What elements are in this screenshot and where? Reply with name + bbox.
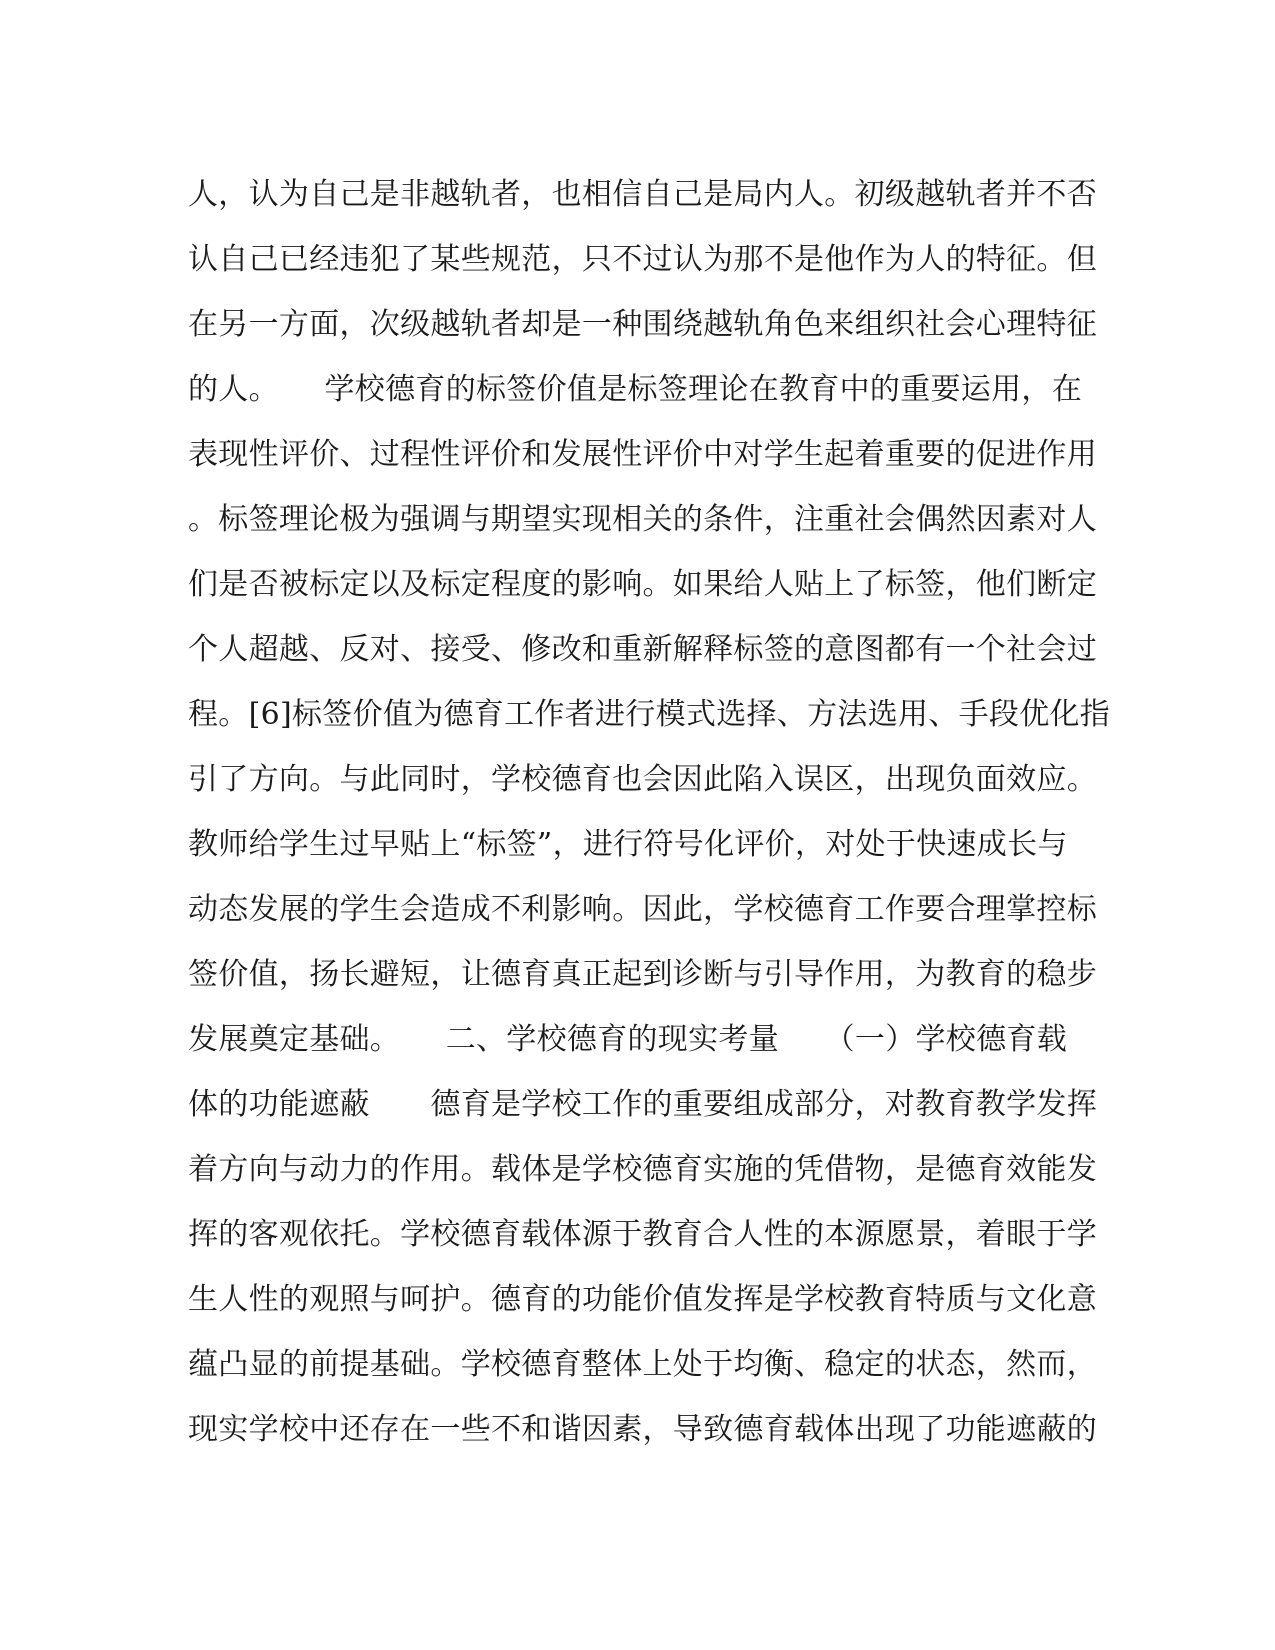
text-line: 人，认为自己是非越轨者，也相信自己是局内人。初级越轨者并不否: [188, 177, 1097, 212]
text-line: 在另一方面，次级越轨者却是一种围绕越轨角色来组织社会心理特征: [188, 307, 1097, 342]
text-line: 的人。 学校德育的标签价值是标签理论在教育中的重要运用，在: [188, 372, 1082, 407]
text-line: 体的功能遮蔽 德育是学校工作的重要组成部分，对教育教学发挥: [188, 1087, 1097, 1122]
text-line: 蕴凸显的前提基础。学校德育整体上处于均衡、稳定的状态，然而，: [188, 1347, 1097, 1382]
text-line: 教师给学生过早贴上“标签”，进行符号化评价，对处于快速成长与: [188, 827, 1068, 862]
text-line: 挥的客观依托。学校德育载体源于教育合人性的本源愿景，着眼于学: [188, 1217, 1097, 1252]
body-text: [188, 162, 1111, 1462]
text-line: 。标签理论极为强调与期望实现相关的条件，注重社会偶然因素对人: [188, 502, 1097, 537]
text-line: 程。[6]标签价值为德育工作者进行模式选择、方法选用、手段优化指: [188, 697, 1111, 732]
text-line: 们是否被标定以及标定程度的影响。如果给人贴上了标签，他们断定: [188, 567, 1097, 602]
text-line: 认自己已经违犯了某些规范，只不过认为那不是他作为人的特征。但: [188, 242, 1097, 277]
text-line: 引了方向。与此同时，学校德育也会因此陷入误区，出现负面效应。: [188, 762, 1097, 797]
text-line: 生人性的观照与呵护。德育的功能价值发挥是学校教育特质与文化意: [188, 1282, 1097, 1317]
text-line: 着方向与动力的作用。载体是学校德育实施的凭借物，是德育效能发: [188, 1152, 1097, 1187]
text-line: 发展奠定基础。 二、学校德育的现实考量 （一）学校德育载: [188, 1022, 1067, 1057]
text-line: 签价值，扬长避短，让德育真正起到诊断与引导作用，为教育的稳步: [188, 957, 1097, 992]
text-line: 表现性评价、过程性评价和发展性评价中对学生起着重要的促进作用: [188, 437, 1097, 472]
text-line: 现实学校中还存在一些不和谐因素，导致德育载体出现了功能遮蔽的: [188, 1412, 1097, 1447]
text-line: 动态发展的学生会造成不利影响。因此，学校德育工作要合理掌控标: [188, 892, 1097, 927]
text-line: 个人超越、反对、接受、修改和重新解释标签的意图都有一个社会过: [188, 632, 1097, 667]
